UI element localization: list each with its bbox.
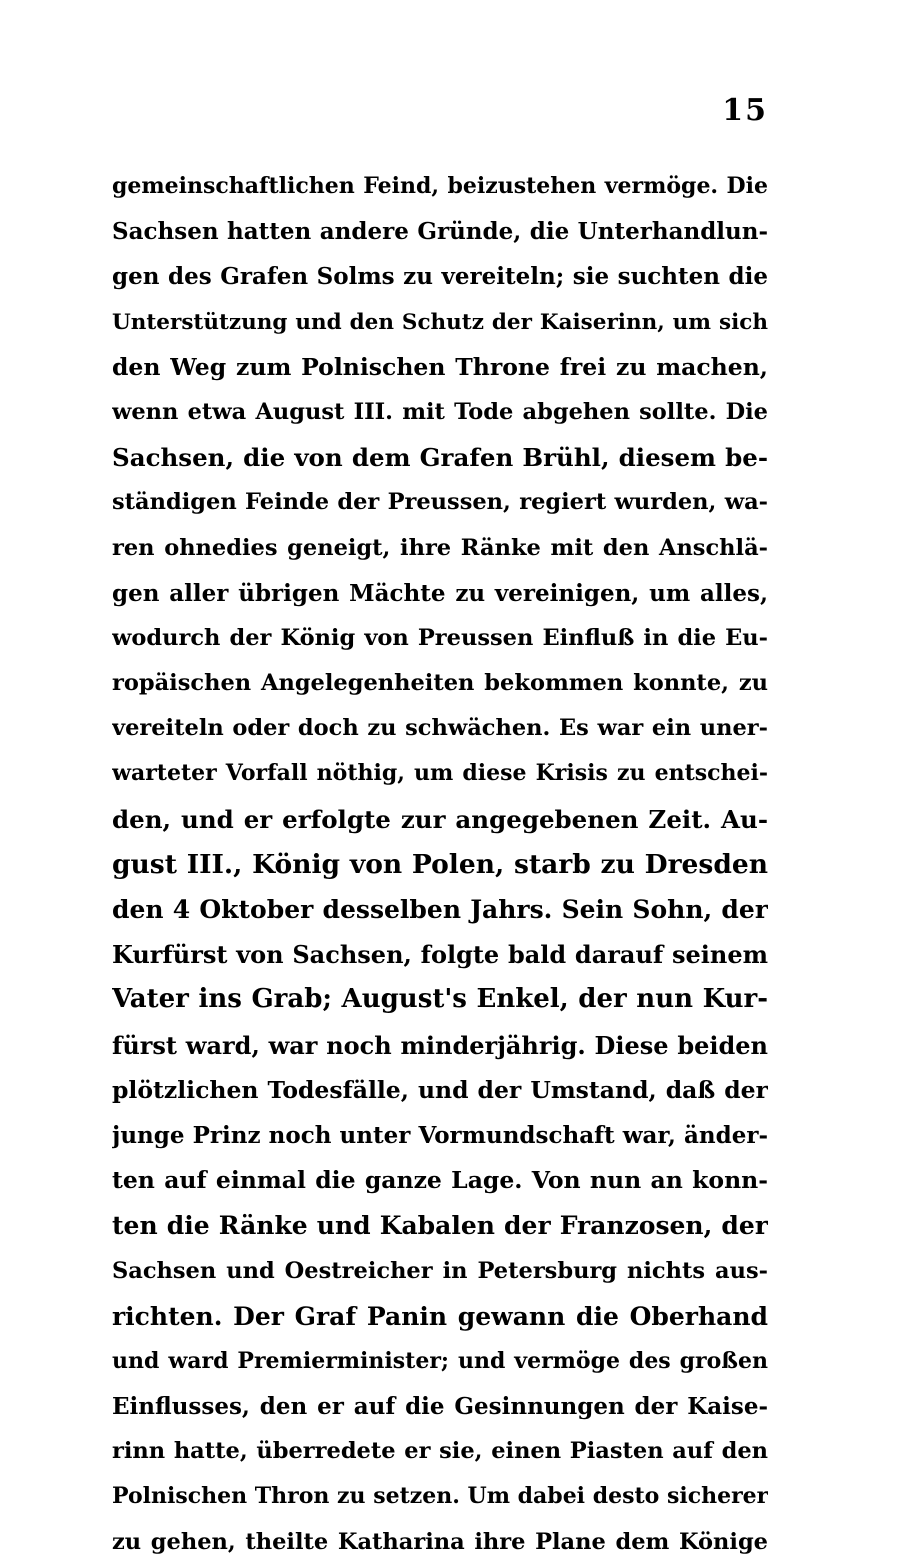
body-text: [112, 164, 768, 1565]
text-line: Sachsen, die von dem Grafen Brühl, diesem be-: [112, 443, 768, 473]
page-number: 15: [722, 93, 768, 128]
text-line: Sachsen hatten andere Gründe, die Unterhandlun-: [112, 218, 768, 246]
text-line: fürst ward, war noch minderjährig. Diese beiden: [112, 1030, 768, 1060]
text-line: gust III., König von Polen, starb zu Dresden: [112, 848, 768, 880]
text-line: Sachsen und Oestreicher in Petersburg nichts aus-: [112, 1257, 768, 1284]
text-line: ten auf einmal die ganze Lage. Von nun an konn-: [112, 1166, 768, 1195]
text-line: und ward Premierminister; und vermöge des großen: [112, 1347, 768, 1374]
text-line: Vater ins Grab; August's Enkel, der nun Kur-: [112, 984, 768, 1015]
text-line: Unterstützung und den Schutz der Kaiserinn, um sich: [112, 309, 768, 335]
text-line: warteter Vorfall nöthig, um diese Krisis zu entschei-: [112, 760, 768, 787]
text-line: vereiteln oder doch zu schwächen. Es war ein uner-: [112, 715, 768, 742]
text-line: ständigen Feinde der Preussen, regiert wurden, wa-: [112, 489, 768, 516]
text-line: Polnischen Thron zu setzen. Um dabei desto sicherer: [112, 1483, 768, 1510]
text-line: wodurch der König von Preussen Einfluß in die Eu-: [112, 624, 768, 651]
text-line: Kurfürst von Sachsen, folgte bald darauf seinem: [112, 940, 768, 970]
text-line: den, und er erfolgte zur angegebenen Zeit. Au-: [112, 804, 768, 834]
text-line: plötzlichen Todesfälle, und der Umstand, daß der: [112, 1075, 768, 1104]
text-line: gemeinschaftlichen Feind, beizustehen vermöge. Die: [112, 173, 768, 199]
text-line: ren ohnedies geneigt, ihre Ränke mit den Anschlä-: [112, 534, 768, 561]
text-line: richten. Der Graf Panin gewann die Oberhand: [112, 1301, 768, 1331]
text-line: ropäischen Angelegenheiten bekommen konnte, zu: [112, 670, 768, 697]
text-line: Einflusses, den er auf die Gesinnungen der Kaise-: [112, 1393, 768, 1421]
text-line: gen des Grafen Solms zu vereiteln; sie suchten die: [112, 263, 768, 291]
text-line: den 4 Oktober desselben Jahrs. Sein Sohn, der: [112, 895, 768, 924]
text-line: zu gehen, theilte Katharina ihre Plane dem Könige: [112, 1528, 768, 1555]
text-line: ten die Ränke und Kabalen der Franzosen, der: [112, 1211, 768, 1241]
text-line: gen aller übrigen Mächte zu vereinigen, um alles,: [112, 579, 768, 607]
text-line: rinn hatte, überredete er sie, einen Piasten auf den: [112, 1438, 768, 1465]
text-line: den Weg zum Polnischen Throne frei zu machen,: [112, 352, 768, 381]
text-line: junge Prinz noch unter Vormundschaft war, änder-: [112, 1121, 768, 1149]
text-line: wenn etwa August III. mit Tode abgehen sollte. Die: [112, 398, 768, 425]
